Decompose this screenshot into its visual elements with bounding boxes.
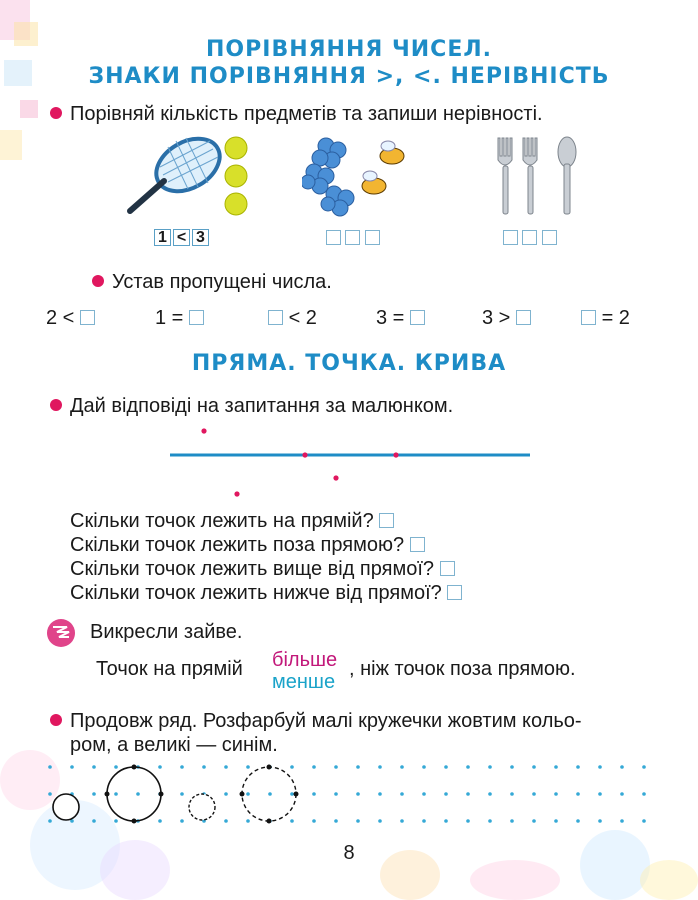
grid-dot [290, 819, 294, 823]
grid-dot [246, 819, 250, 823]
answer-group-flowers [326, 230, 380, 249]
task3-text: Дай відповіді на запитання за малюнком. [70, 395, 454, 417]
bullet-icon [50, 399, 62, 411]
grid-dot [378, 792, 382, 796]
answer-box[interactable] [516, 310, 531, 325]
grid-dot [312, 792, 316, 796]
bullet-icon [50, 714, 62, 726]
grid-dot [180, 819, 184, 823]
equation: 3 = [376, 306, 425, 330]
answer-sign: < [173, 229, 190, 246]
section-title-comparison: ПОРІВНЯННЯ ЧИСЕЛ. [206, 37, 492, 62]
answer-box[interactable] [365, 230, 380, 245]
grid-dot [532, 792, 536, 796]
task1-instruction [50, 102, 543, 126]
grid-dot [114, 819, 118, 823]
grid-dot [356, 792, 360, 796]
sentence-end: , ніж точок поза прямою. [349, 658, 576, 680]
grid-dot [488, 819, 492, 823]
bee-icon [362, 141, 404, 194]
grid-dot [180, 792, 184, 796]
section-title-line-point-curve: ПРЯМА. ТОЧКА. КРИВА [191, 351, 507, 376]
grid-dot [642, 819, 646, 823]
line-with-points-figure [160, 420, 540, 505]
grid-dot [224, 792, 228, 796]
answer-group-cutlery [503, 230, 557, 249]
equation: = 2 [581, 306, 630, 330]
answer-box[interactable] [379, 513, 394, 528]
answer-box[interactable] [410, 537, 425, 552]
grid-dot [598, 819, 602, 823]
answer-box[interactable] [447, 585, 462, 600]
question: Скільки точок лежить нижче від прямої? [70, 581, 462, 605]
answer-box[interactable] [542, 230, 557, 245]
grid-dot [224, 765, 228, 769]
grid-dot [444, 765, 448, 769]
point [393, 452, 398, 457]
circle-pattern-grid [40, 755, 660, 835]
small-circle[interactable] [53, 794, 79, 820]
answer-box[interactable] [440, 561, 455, 576]
grid-dot [70, 765, 74, 769]
grid-dot [114, 792, 118, 796]
option-less[interactable]: менше [272, 671, 336, 693]
task2-text: Устав пропущені числа. [112, 271, 332, 293]
grid-dot [488, 792, 492, 796]
grid-dot [620, 792, 624, 796]
answer-box[interactable] [345, 230, 360, 245]
answer-box[interactable] [410, 310, 425, 325]
grid-dot [554, 765, 558, 769]
grid-dot [136, 792, 140, 796]
task5-instruction [50, 709, 582, 733]
grid-dot [554, 819, 558, 823]
grid-dot [510, 765, 514, 769]
point [201, 428, 206, 433]
grid-dot [510, 792, 514, 796]
grid-dot [356, 765, 360, 769]
grid-dot [642, 792, 646, 796]
grid-dot [378, 765, 382, 769]
grid-dot [180, 765, 184, 769]
question: Скільки точок лежить поза прямою? [70, 533, 425, 557]
grid-dot [400, 819, 404, 823]
grid-dot [92, 819, 96, 823]
grid-dot [532, 819, 536, 823]
grid-dot [48, 792, 52, 796]
equation: < 2 [268, 306, 317, 330]
task3-instruction [50, 394, 453, 418]
grid-dot [92, 765, 96, 769]
grid-dot [334, 819, 338, 823]
grid-dot [114, 765, 118, 769]
grid-dot [422, 819, 426, 823]
answer-box[interactable] [268, 310, 283, 325]
grid-dot [268, 792, 272, 796]
equation: 2 < [46, 306, 95, 330]
grid-dot [378, 819, 382, 823]
task5-text-line1: Продовж ряд. Розфарбуй малі кружечки жовтим кольо- [70, 710, 582, 732]
grid-dot [334, 792, 338, 796]
grid-dot [334, 765, 338, 769]
answer-box[interactable] [503, 230, 518, 245]
grid-dot [444, 819, 448, 823]
grid-dot [466, 819, 470, 823]
spoon-icon [558, 137, 576, 214]
point [333, 475, 338, 480]
equation: 3 > [482, 306, 531, 330]
task4-instruction: Викресли зайве. [90, 621, 243, 643]
answer-box[interactable] [189, 310, 204, 325]
point [234, 491, 239, 496]
grid-dot [598, 792, 602, 796]
grid-dot [510, 819, 514, 823]
grid-dot [576, 765, 580, 769]
answer-example [154, 229, 211, 247]
answer-box[interactable] [522, 230, 537, 245]
grid-dot [488, 765, 492, 769]
question: Скільки точок лежить вище від прямої? [70, 557, 455, 581]
grid-dot [312, 819, 316, 823]
grid-dot [444, 792, 448, 796]
grid-dot [422, 765, 426, 769]
grid-dot [48, 819, 52, 823]
grid-dot [290, 792, 294, 796]
grid-dot [48, 765, 52, 769]
task1-text: Порівняй кількість предметів та запиши нерівності. [70, 103, 543, 125]
answer-box[interactable] [581, 310, 596, 325]
section-subtitle-comparison: ЗНАКИ ПОРІВНЯННЯ >, <. НЕРІВНІСТЬ [88, 64, 610, 89]
grid-dot [576, 792, 580, 796]
grid-dot [576, 819, 580, 823]
grid-dot [620, 819, 624, 823]
answer-box[interactable] [326, 230, 341, 245]
grid-dot [400, 792, 404, 796]
equation: 1 = [155, 306, 204, 330]
grid-dot [422, 792, 426, 796]
tennis-ball-icon [222, 136, 250, 218]
grid-dot [466, 765, 470, 769]
grid-dot [202, 765, 206, 769]
answer-right: 3 [192, 229, 209, 246]
grid-dot [642, 765, 646, 769]
bullet-icon [92, 275, 104, 287]
bullet-icon [50, 107, 62, 119]
grid-dot [400, 765, 404, 769]
grid-dot [466, 792, 470, 796]
grid-dot [92, 792, 96, 796]
sentence-start: Точок на прямій [96, 658, 243, 680]
grid-dot [312, 765, 316, 769]
grid-dot [246, 765, 250, 769]
grid-dot [224, 819, 228, 823]
grid-dot [532, 765, 536, 769]
grid-dot [620, 765, 624, 769]
grid-dot [290, 765, 294, 769]
fork-icon [495, 136, 585, 218]
answer-left: 1 [154, 229, 171, 246]
grid-dot [598, 765, 602, 769]
question: Скільки точок лежить на прямій? [70, 509, 394, 533]
option-more[interactable]: більше [272, 649, 338, 671]
grid-dot [158, 819, 162, 823]
grid-dot [246, 792, 250, 796]
flower-icon [302, 136, 412, 218]
grid-dot [356, 819, 360, 823]
point [302, 452, 307, 457]
cross-out-icon [46, 618, 76, 648]
grid-dot [554, 792, 558, 796]
small-circle-dashed[interactable] [189, 794, 215, 820]
page-number: 8 [343, 842, 355, 864]
task5-text-line2: ром, а великі — синім. [70, 734, 278, 756]
answer-box[interactable] [80, 310, 95, 325]
grid-dot [158, 765, 162, 769]
task2-instruction [92, 270, 332, 294]
